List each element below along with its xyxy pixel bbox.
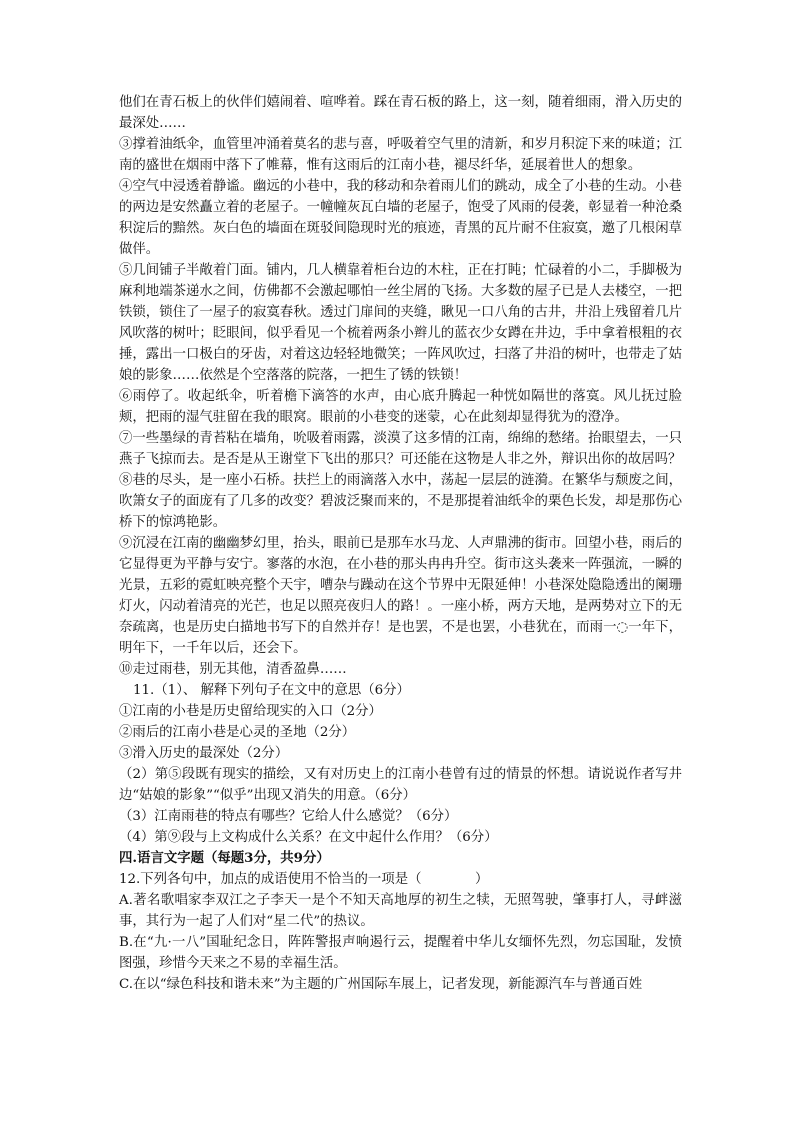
option-c: C.在以“绿色科技和谐未来”为主题的广州国际车展上，记者发现，新能源汽车与普通百姓	[119, 977, 643, 992]
question-11-3: （3）江南雨巷的特点有哪些？它给人什么感觉？（6分）	[119, 809, 458, 824]
paragraph-10: ⑩走过雨巷，别无其他，清香盈鼻……	[119, 662, 347, 677]
paragraph-5: ⑤几间铺子半敞着门面。铺内，几人横靠着柜台边的木柱，正在打盹；忙碌着的小二，手脚极为麻利地端茶递水之间，仿佛都不会激起哪怕一丝尘屑的飞扬。大多数的屋子已是人去楼空，一把铁锁，锁住了一屋子的寂寞春秋。透过门扉间的夹缝，瞅见一口八角的古井，井沿上残留着几片风吹落的树叶；眨眼间，似乎看见一个梳着两条小辫儿的蓝衣少女蹲在井边，手中拿着根粗的衣捶，露出一口极白的牙齿，对着这边轻轻地微笑；一阵风吹过，扫落了井沿的树叶，也带走了姑娘的影象……依然是个空落落的院落，一把生了锈的铁锁！	[119, 263, 682, 383]
option-a: A.著名歌唱家李双江之子李天一是个不知天高地厚的初生之犊，无照驾驶，肇事打人，寻衅滋事，其行为一起了人们对“星二代”的热议。	[119, 893, 682, 929]
paragraph-9: ⑨沉浸在江南的幽幽梦幻里，抬头，眼前已是那车水马龙、人声鼎沸的街市。回望小巷，雨后的它显得更为平静与安宁。寥落的水泡，在小巷的那头冉冉升空。街市这头袭来一阵强流，一瞬的光景，五彩的霓虹映亮整个天宇，嘈杂与躁动在这个节界中无限延伸！小巷深处隐隐透出的阑珊灯火，闪动着清亮的光芒，也足以照亮夜归人的路！。一座小桥，两方天地，是两势对立下的无奈疏离，也是历史白描地书写下的自然并存！是也罢，不是也罢，小巷犹在，而雨一◌一年下，明年下，一千年以后，还会下。	[119, 536, 682, 656]
question-11-4: （4）第⑨段与上文构成什么关系？在文中起什么作用？（6分）	[119, 830, 498, 845]
question-11-1-c: ③滑入历史的最深处（2分）	[119, 746, 289, 761]
question-11-1-b: ②雨后的江南小巷是心灵的圣地（2分）	[119, 725, 356, 740]
section-title: 四.语言文字题（每题3分，共9分）	[119, 850, 330, 866]
question-11-1-a: ①江南的小巷是历史留给现实的入口（2分）	[119, 704, 382, 719]
paragraph-8: ⑧巷的尽头，是一座小石桥。扶拦上的雨滴落入水中，荡起一层层的涟漪。在繁华与颓废之间，吹箫女子的面庞有了几多的改变？碧波泛聚而来的，不是那提着油纸伞的栗色长发，却是那伤心桥下的惊鸿艳影。	[119, 473, 682, 530]
paragraph-6: ⑥雨停了。收起纸伞，听着檐下滴答的水声，由心底升腾起一种恍如隔世的落寞。风儿抚过脸颊，把雨的湿气驻留在我的眼窝。眼前的小巷变的迷蒙，心在此刻却显得犹为的澄净。	[119, 389, 682, 425]
question-11-2: （2）第⑤段既有现实的描绘，又有对历史上的江南小巷曾有过的情景的怀想。请说说作者写井边“姑娘的影象”“似乎”出现又消失的用意。（6分）	[119, 767, 682, 803]
paragraph-7: ⑦一些墨绿的青苔粘在墙角，吮吸着雨露，淡漠了这多情的江南，绵绵的愁绪。抬眼望去，一只燕子飞掠而去。是否是从王谢堂下飞出的那只？可还能在这物是人非之外，辩识出你的故居吗？	[119, 431, 682, 467]
paragraph-4: ④空气中浸透着静谧。幽远的小巷中，我的移动和杂着雨儿们的跳动，成全了小巷的生动。小巷的两边是安然矗立着的老屋子。一幢幢灰瓦白墙的老屋子，饱受了风雨的侵袭，彰显着一种沧桑积淀后的黯然。灰白色的墙面在斑驳间隐现时光的痕迹，青黑的瓦片耐不住寂寞，邀了几根闲草做伴。	[119, 179, 682, 257]
paragraph-3: ③撑着油纸伞，血管里冲涌着莫名的悲与喜，呼吸着空气里的清新，和岁月积淀下来的味道；江南的盛世在烟雨中落下了帷幕，惟有这雨后的江南小巷，褪尽纤华，延展着世人的想象。	[119, 137, 682, 173]
paragraph-2-end: 他们在青石板上的伙伴们嬉闹着、喧哗着。踩在青石板的路上，这一刻，随着细雨，滑入历史的最深处……	[119, 95, 682, 131]
document-page	[119, 92, 682, 995]
question-12-stem: 12.下列各句中，加点的成语使用不恰当的一项是（ ）	[119, 872, 489, 887]
option-b: B.在“九·一八”国耻纪念日，阵阵警报声响遏行云，提醒着中华儿女缅怀先烈，勿忘国耻，发愤图强，珍惜今天来之不易的幸福生活。	[119, 935, 682, 971]
question-11-1: 11.（1）、 解释下列句子在文中的意思（6分）	[133, 683, 410, 698]
